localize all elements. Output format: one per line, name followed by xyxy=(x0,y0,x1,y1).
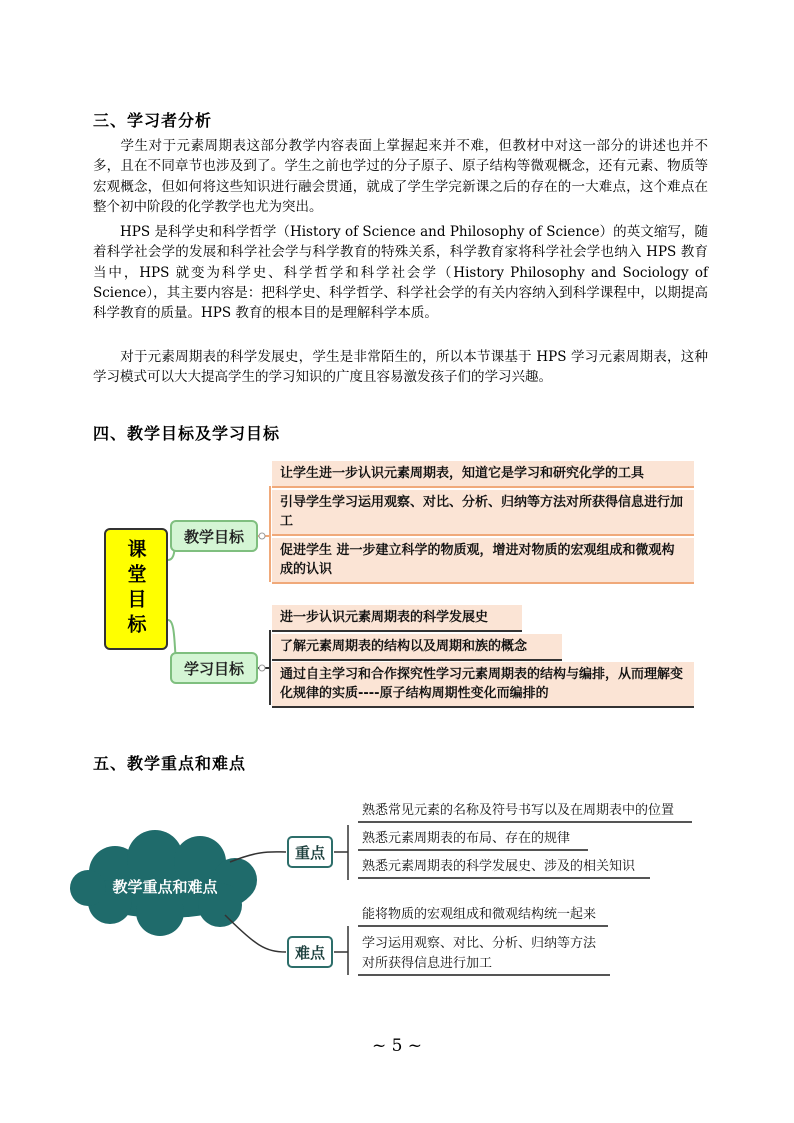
mindmap-root-class-goals: 课堂目标 xyxy=(104,528,168,650)
difficult-point-item: 能将物质的宏观组成和微观结构统一起来 xyxy=(358,905,608,927)
paragraph-1-text: 学生对于元素周期表这部分教学内容表面上掌握起来并不难，但教材中对这一部分的讲述也并不多，且在不同章节也涉及到了。学生之前也学过的分子原子、原子结构等微观概念，还有元素、物质等宏观概念，但如何将这些知识进行融会贯通，就成了学生学完新课之后的存在的一大难点，这个难点在整个初中阶段的化学教学也尤为突出。 xyxy=(93,138,708,215)
teaching-goal-item: 促进学生 进一步建立科学的物质观，增进对物质的宏观组成和微观构成的认识 xyxy=(272,538,694,584)
section-heading-objectives: 四、教学目标及学习目标 xyxy=(93,424,281,443)
learning-goal-item: 进一步认识元素周期表的科学发展史 xyxy=(272,605,522,632)
learning-goal-item: 了解元素周期表的结构以及周期和族的概念 xyxy=(272,634,562,661)
paragraph-3-text: 对于元素周期表的科学发展史，学生是非常陌生的，所以本节课基于 HPS 学习元素周期表，这种学习模式可以大大提高学生的学习知识的广度且容易激发孩子们的学习兴趣。 xyxy=(93,349,708,386)
section-heading-key-difficult: 五、教学重点和难点 xyxy=(93,754,247,773)
teaching-goal-item: 让学生进一步认识元素周期表，知道它是学习和研究化学的工具 xyxy=(272,461,694,488)
mindmap-root-key-difficult: 教学重点和难点 xyxy=(112,878,218,896)
branch-key-points: 重点 xyxy=(287,836,333,868)
key-point-item: 熟悉元素周期表的布局、存在的规律 xyxy=(358,829,588,851)
difficult-point-item: 学习运用观察、对比、分析、归纳等方法对所获得信息进行加工 xyxy=(358,934,610,976)
branch-learning-goals: 学习目标 xyxy=(170,652,258,684)
learning-goal-item: 通过自主学习和合作探究性学习元素周期表的结构与编排，从而理解变化规律的实质----原子结构周期性变化而编排的 xyxy=(272,662,694,708)
paragraph-2-text: HPS 是科学史和科学哲学（History of Science and Philosophy of Science）的英文缩写，随着科学社会学的发展和科学社会学与科学教育的特殊关系，科学教育家将科学社会学也纳入 HPS 教育当中，HPS 就变为科学史、科学哲学和科学社会学（History Philosophy and Sociology of Science），其主要内容是：把科学史、科学哲学、科学社会学的有关内容纳入到科学课程中，以期提高科学教育的质量。HPS 教育的根本目的是理解科学本质。 xyxy=(93,224,708,322)
teaching-goal-item: 引导学生学习运用观察、对比、分析、归纳等方法对所获得信息进行加工 xyxy=(272,490,694,536)
branch-teaching-goals: 教学目标 xyxy=(170,520,258,552)
branch-difficult-points: 难点 xyxy=(287,936,333,968)
page-number: ~ 5 ~ xyxy=(371,1036,423,1056)
key-point-item: 熟悉常见元素的名称及符号书写以及在周期表中的位置 xyxy=(358,801,692,823)
section-heading-learner-analysis: 三、学习者分析 xyxy=(93,111,213,130)
key-point-item: 熟悉元素周期表的科学发展史、涉及的相关知识 xyxy=(358,857,650,879)
